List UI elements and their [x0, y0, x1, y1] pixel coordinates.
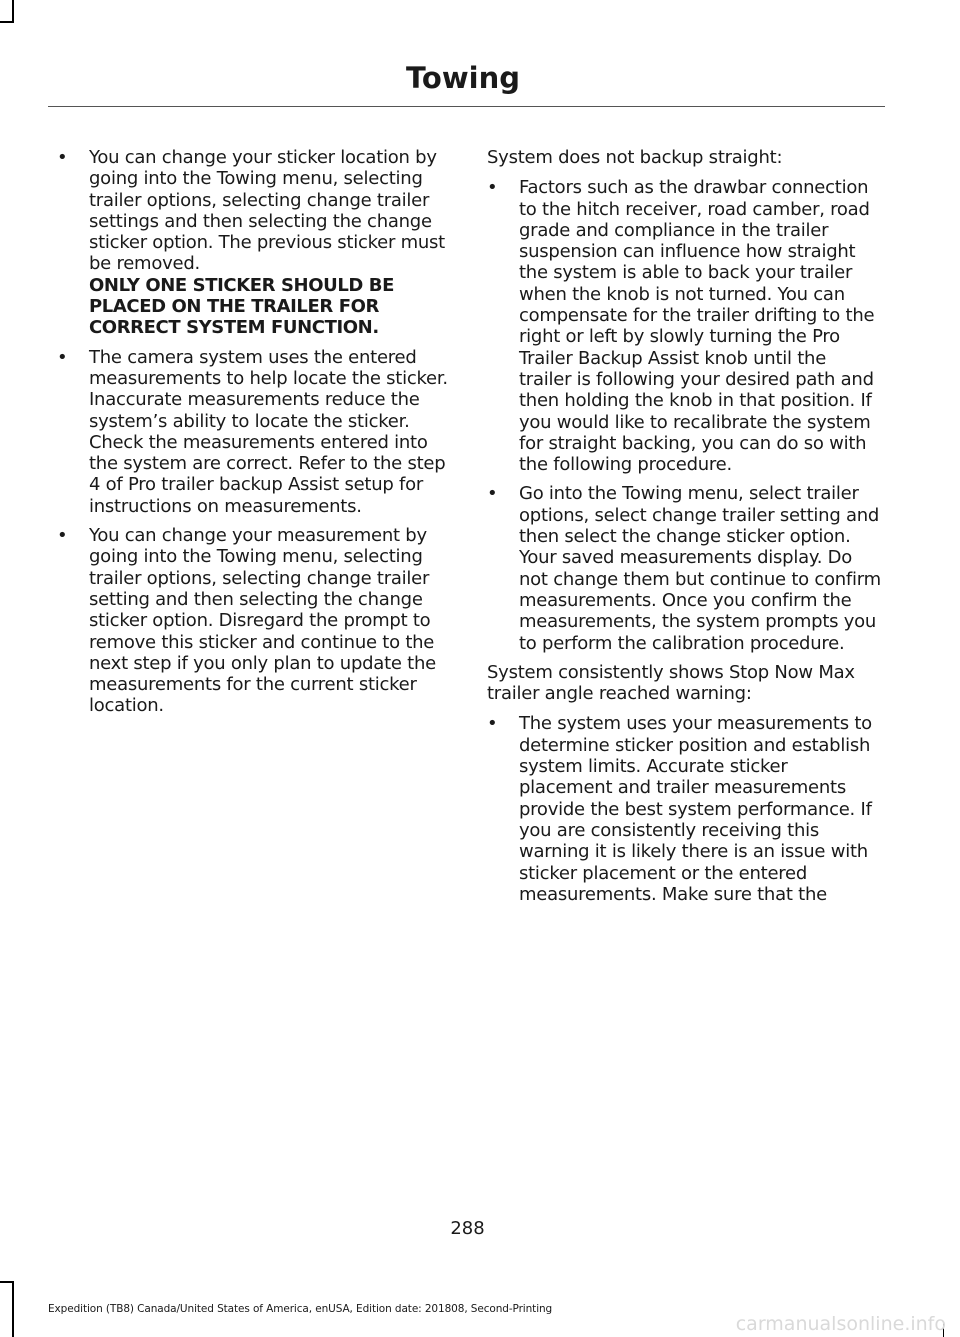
list-item-text: The camera system uses the entered measurements to help locate the sticker. Inaccurate measurements reduce the system’s ability to locate the sticker. Check the measurements entered into the system are correct. Refer to the step 4 of Pro trailer backup Assist setup for instructions on measurements.	[89, 346, 448, 517]
crop-mark-top-left-vertical	[12, 0, 14, 22]
list-item-text: Go into the Towing menu, select trailer options, select change trailer setting and then select the change sticker option. Your saved measurements display. Do not change them but continue to confirm measurements. Once you confirm the measurements, the system prompts you to perform the calibration procedure.	[519, 483, 881, 654]
right-column	[487, 147, 882, 913]
page-title: Towing	[406, 61, 520, 95]
list-item	[57, 147, 449, 339]
bullet-marker: •	[487, 483, 498, 505]
watermark: carmanualsonline.info	[735, 1313, 946, 1335]
warning-text: ONLY ONE STICKER SHOULD BE PLACED ON THE TRAILER FOR CORRECT SYSTEM FUNCTION.	[89, 274, 395, 339]
left-column	[57, 147, 449, 725]
section-heading: System consistently shows Stop Now Max trailer angle reached warning:	[487, 661, 855, 705]
right-bullet-list-1	[487, 177, 882, 654]
left-bullet-list	[57, 147, 449, 717]
page-number: 288	[450, 1218, 485, 1239]
crop-mark-top-left-horizontal	[0, 21, 14, 23]
header-rule	[48, 106, 885, 107]
crop-mark-bottom-left-horizontal	[0, 1281, 14, 1283]
crop-mark-bottom-left-vertical	[12, 1282, 14, 1337]
list-item-text: You can change your sticker location by going into the Towing menu, selecting trailer options, selecting change trailer settings and then selecting the change sticker option. The previous sticker must be removed.	[89, 147, 445, 275]
bullet-marker: •	[57, 147, 68, 168]
bullet-marker: •	[487, 713, 498, 735]
bullet-marker: •	[487, 177, 498, 199]
bullet-marker: •	[57, 346, 68, 368]
list-item	[487, 713, 882, 905]
bullet-marker: •	[57, 525, 68, 547]
list-item	[57, 525, 449, 717]
footer-edition-note: Expedition (TB8) Canada/United States of America, enUSA, Edition date: 201808, Second-Printing	[48, 1303, 553, 1315]
list-item-text: You can change your measurement by going into the Towing menu, selecting trailer options, selecting change trailer setting and then selecting the change sticker option. Disregard the prompt to remove this sticker and continue to the next step if you only plan to update the measurements for the current sticker location.	[89, 525, 436, 717]
list-item	[57, 347, 449, 517]
list-item	[487, 483, 882, 653]
list-item-text: The system uses your measurements to determine sticker position and establish system limits. Accurate sticker placement and trailer measurements provide the best system performance. If you are consistently receiving this warning it is likely there is an issue with sticker placement or the entered measurements. Make sure that the	[519, 713, 872, 905]
list-item-text: Factors such as the drawbar connection to the hitch receiver, road camber, road grade and compliance in the trailer suspension can influence how straight the system is able to back your trailer when the knob is not turned. You can compensate for the trailer drifting to the right or left by slowly turning the Pro Trailer Backup Assist knob until the trailer is following your desired path and then holding the knob in that position. If you would like to recalibrate the system for straight backing, you can do so with the following procedure.	[519, 177, 875, 476]
section-heading: System does not backup straight:	[487, 147, 783, 168]
list-item	[487, 177, 882, 475]
right-bullet-list-2	[487, 713, 882, 905]
